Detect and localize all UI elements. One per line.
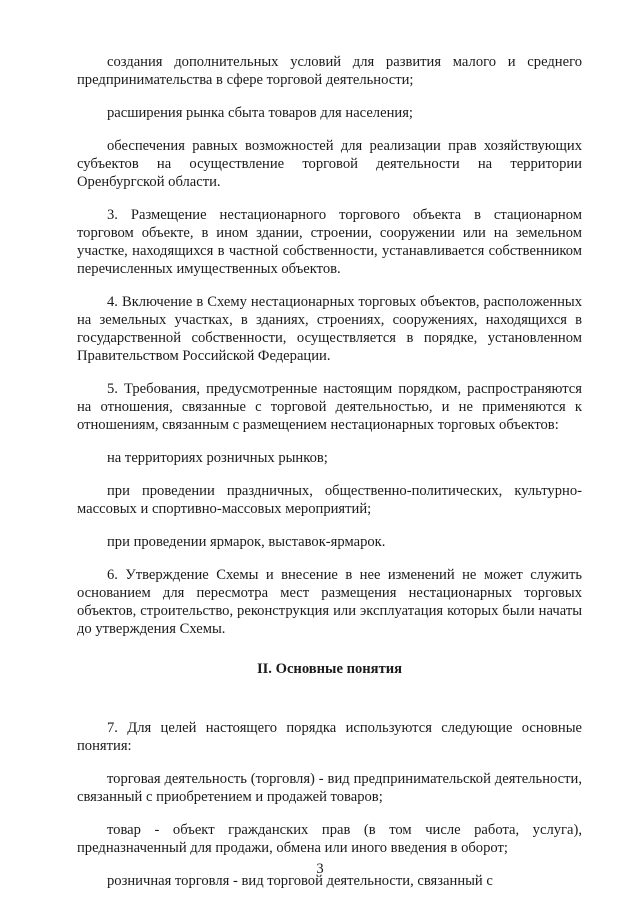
- section-heading: II. Основные понятия: [256, 661, 403, 677]
- paragraph: создания дополнительных условий для развития малого и среднего предпринимательства в сфере торговой деятельности;: [77, 54, 582, 88]
- paragraph: 5. Требования, предусмотренные настоящим порядком, распространяются на отношения, связанные с торговой деятельностью, и не применяются к отношениям, связанным с размещением нестационарных торговых объектов:: [77, 381, 582, 433]
- paragraph: при проведении ярмарок, выставок-ярмарок.: [107, 534, 386, 550]
- paragraph: 4. Включение в Схему нестационарных торговых объектов, расположенных на земельных участках, в зданиях, строениях, сооружениях, находящихся в государственной собственности, осуществляется в порядке, установленном Правительством Российской Федерации.: [77, 294, 582, 364]
- page-number: 3: [316, 861, 324, 877]
- paragraph: товар - объект гражданских прав (в том числе работа, услуга), предназначенный для продажи, обмена или иного введения в оборот;: [77, 822, 582, 856]
- paragraph: торговая деятельность (торговля) - вид предпринимательской деятельности, связанный с приобретением и продажей товаров;: [77, 771, 582, 805]
- paragraph: 3. Размещение нестационарного торгового объекта в стационарном торговом объекте, в ином здании, строении, сооружении или на земельном участке, находящихся в частной собственности, устанавливается собственником перечисленных имущественных объектов.: [77, 207, 582, 277]
- paragraph: на территориях розничных рынков;: [107, 450, 328, 466]
- paragraph: розничная торговля - вид торговой деятельности, связанный с: [107, 873, 493, 889]
- document-body: [77, 53, 582, 890]
- paragraph: 6. Утверждение Схемы и внесение в нее изменений не может служить основанием для пересмотра мест размещения нестационарных торговых объектов, строительство, реконструкция или эксплуатация которых были начаты до утверждения Схемы.: [77, 567, 582, 637]
- paragraph: обеспечения равных возможностей для реализации прав хозяйствующих субъектов на осуществление торговой деятельности на территории Оренбургской области.: [77, 138, 582, 190]
- paragraph: расширения рынка сбыта товаров для населения;: [107, 105, 413, 121]
- paragraph: при проведении праздничных, общественно-политических, культурно-массовых и спортивно-массовых мероприятий;: [77, 483, 582, 517]
- paragraph: 7. Для целей настоящего порядка используются следующие основные понятия:: [77, 720, 582, 754]
